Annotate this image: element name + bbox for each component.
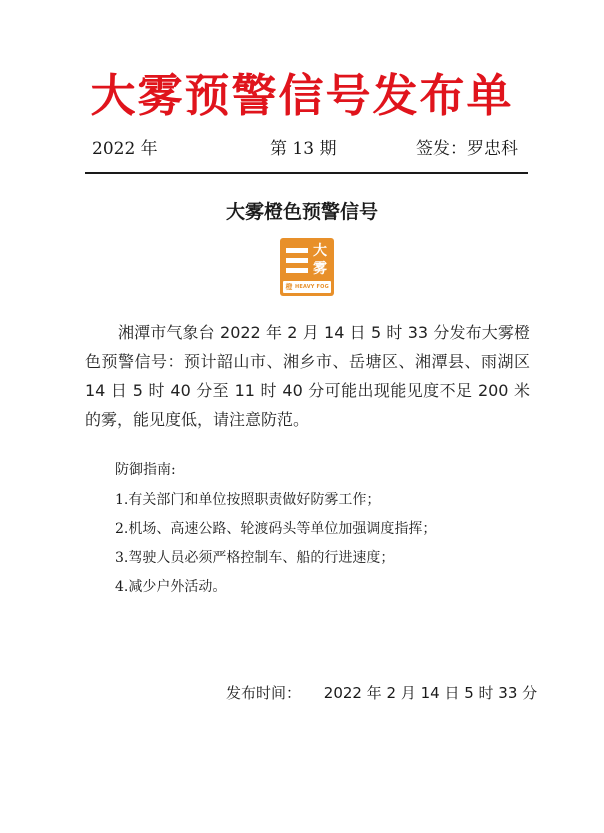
heavy-fog-orange-warning-icon (280, 238, 334, 296)
guide-item: 2.机场、高速公路、轮渡码头等单位加强调度指挥； (115, 521, 437, 537)
issue-time-label: 发布时间： (226, 684, 302, 702)
defense-guide-list (115, 486, 535, 602)
issue-number: 第 13 期 (270, 139, 337, 159)
fog-line (286, 258, 308, 263)
guide-item: 3.驾驶人员必须严格控制车、船的行进速度； (115, 550, 395, 566)
guide-item: 1.有关部门和单位按照职责做好防雾工作； (115, 492, 381, 508)
issue-time-value: 2022 年 2 月 14 日 5 时 33 分 (323, 684, 538, 702)
document-meta (0, 136, 604, 162)
icon-english-label: HEAVY FOG (295, 284, 329, 290)
defense-guide-heading: 防御指南: (115, 462, 176, 478)
issue-signer: 签发：罗忠科 (416, 139, 518, 159)
issue-year: 2022 年 (92, 139, 158, 159)
icon-footer (283, 281, 331, 293)
guide-item: 4.减少户外活动。 (115, 579, 227, 595)
header-divider (85, 172, 528, 174)
fog-line (286, 268, 308, 273)
issue-time (226, 680, 537, 706)
warning-signal-title: 大雾橙色预警信号 (225, 201, 378, 223)
document-title: 大雾预警信号发布单 (90, 69, 514, 122)
fog-line (286, 248, 308, 253)
icon-char-wu: 雾 (313, 261, 327, 277)
fog-lines-icon (286, 246, 308, 276)
icon-char-da: 大 (313, 243, 327, 259)
warning-body: 湘潭市气象台 2022 年 2 月 14 日 5 时 33 分发布大雾橙色预警信号：预计韶山市、湘乡市、岳塘区、湘潭县、雨湖区 14 日 5 时 40 分至 11 时 40 分可能出现能见度不足 200 米的雾，能见度低，请注意防范。 (85, 323, 530, 429)
icon-level-label: 橙 (285, 283, 293, 291)
